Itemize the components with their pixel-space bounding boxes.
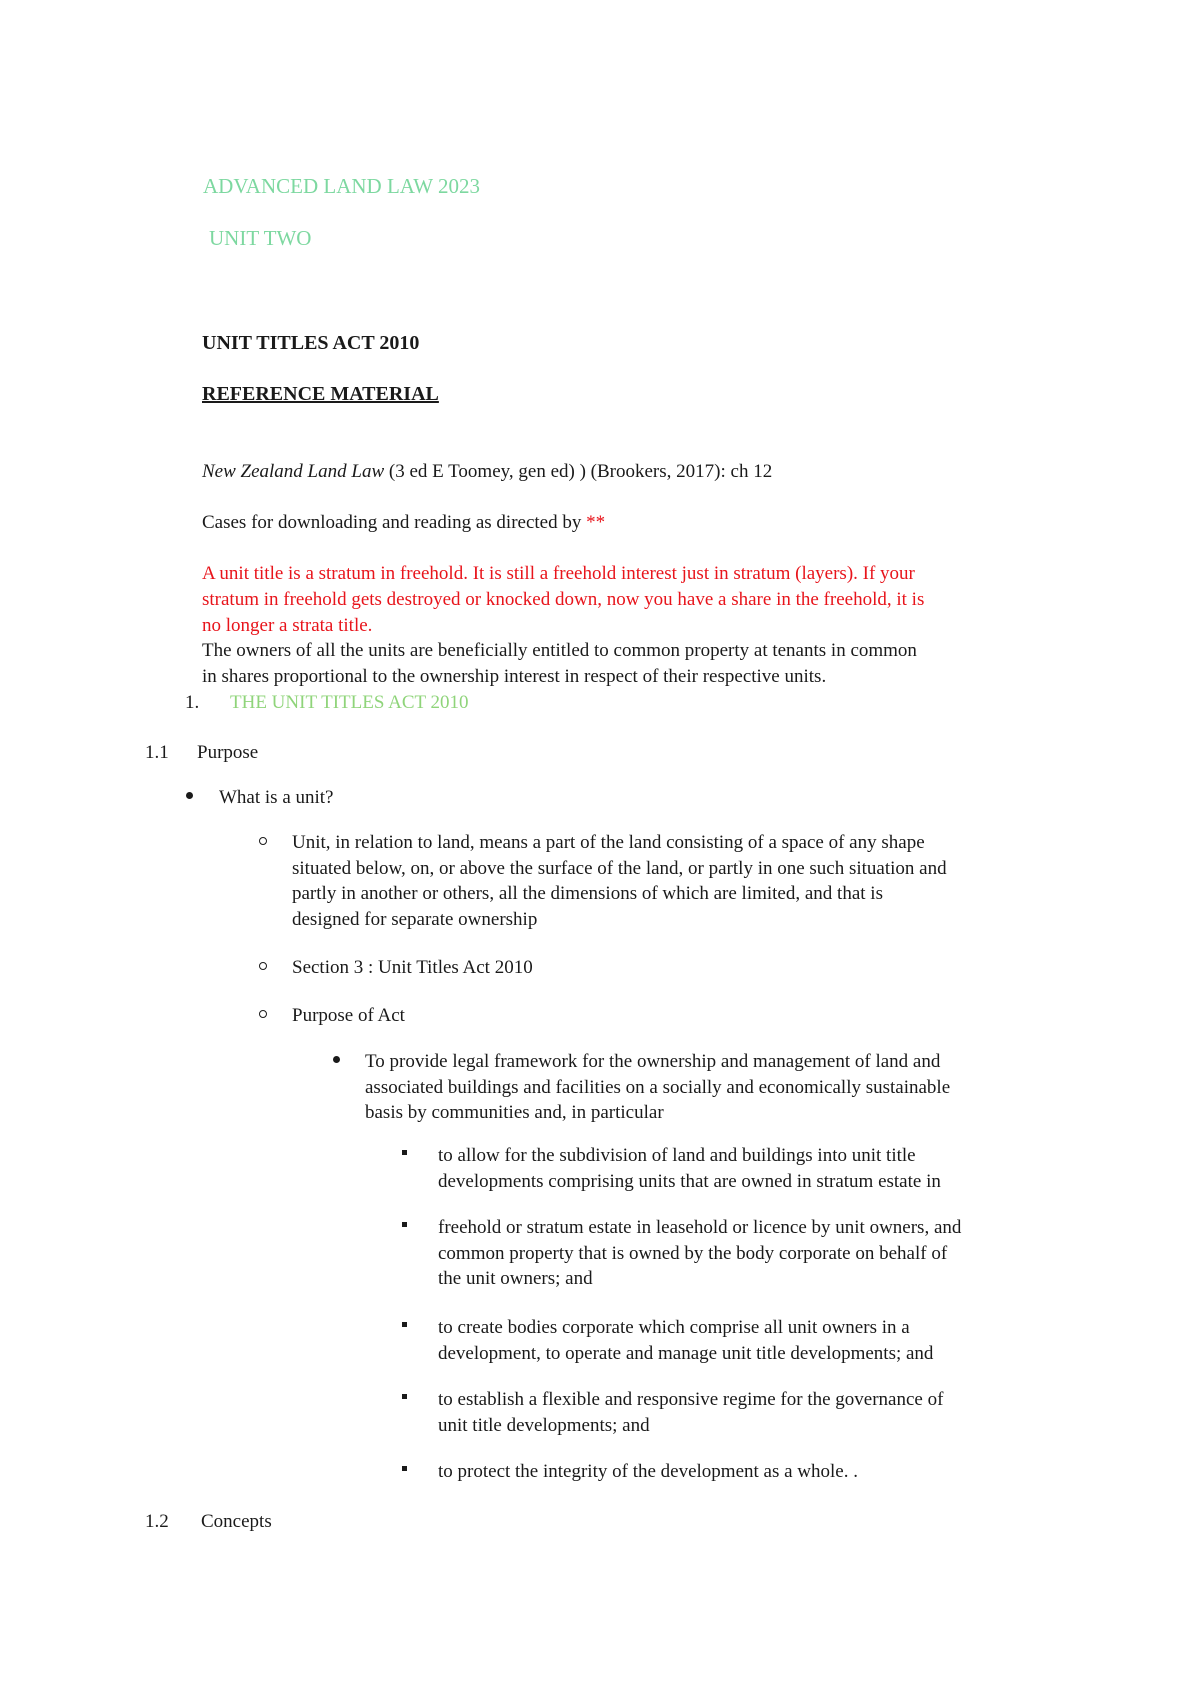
bullet-dot-icon [186, 792, 193, 799]
bullet-circle-icon [259, 962, 267, 970]
sub-1-1-number: 1.1 [145, 742, 169, 763]
bullet-square-icon [402, 1222, 407, 1227]
section-3-reference: Section 3 : Unit Titles Act 2010 [292, 957, 533, 978]
purpose-item-5-line-1: to protect the integrity of the development as a whole. . [438, 1461, 858, 1482]
reference-heading: REFERENCE MATERIAL [202, 383, 439, 405]
red-note-line-2: stratum in freehold gets destroyed or knocked down, now you have a share in the freehold, it is [202, 589, 925, 610]
cases-text: Cases for downloading and reading as directed by [202, 512, 587, 533]
course-title: ADVANCED LAND LAW 2023 [203, 174, 480, 198]
section-1-title: THE UNIT TITLES ACT 2010 [230, 692, 469, 713]
bullet-square-icon [402, 1466, 407, 1471]
reference-citation [202, 459, 772, 485]
purpose-item-1-line-2: developments comprising units that are owned in stratum estate in [438, 1171, 941, 1192]
unit-definition-line-4: designed for separate ownership [292, 909, 538, 930]
purpose-item-1-line-1: to allow for the subdivision of land and buildings into unit title [438, 1145, 916, 1166]
purpose-item-2-line-1: freehold or stratum estate in leasehold or licence by unit owners, and [438, 1217, 962, 1238]
bullet-square-icon [402, 1150, 407, 1155]
purpose-text-line-2: associated buildings and facilities on a socially and economically sustainable [365, 1077, 951, 1098]
bullet-circle-icon [259, 1010, 267, 1018]
cases-line [202, 510, 605, 536]
unit-definition-line-1: Unit, in relation to land, means a part of the land consisting of a space of any shape [292, 832, 925, 853]
bullet-square-icon [402, 1394, 407, 1399]
purpose-item-2-line-2: common property that is owned by the body corporate on behalf of [438, 1243, 948, 1264]
owners-note-line-2: in shares proportional to the ownership interest in respect of their respective units. [202, 666, 827, 687]
red-note-line-1: A unit title is a stratum in freehold. It is still a freehold interest just in stratum (layers). If your [202, 563, 915, 584]
section-1-number: 1. [185, 692, 200, 713]
purpose-item-3-line-1: to create bodies corporate which comprise all unit owners in a [438, 1317, 910, 1338]
purpose-item-3-line-2: development, to operate and manage unit title developments; and [438, 1343, 934, 1364]
unit-definition-line-2: situated below, on, or above the surface of the land, or partly in one such situation and [292, 858, 947, 879]
owners-note-line-1: The owners of all the units are beneficially entitled to common property at tenants in common [202, 640, 917, 661]
sub-1-1-title: Purpose [197, 742, 259, 763]
purpose-item-4-line-2: unit title developments; and [438, 1415, 650, 1436]
unit-definition-line-3: partly in another or others, all the dimensions of which are limited, and that is [292, 883, 883, 904]
red-note-line-3: no longer a strata title. [202, 615, 373, 636]
bullet-circle-icon [259, 837, 267, 845]
sub-1-2-number: 1.2 [145, 1511, 169, 1532]
section-heading: UNIT TITLES ACT 2010 [202, 332, 420, 354]
sub-1-2-title: Concepts [201, 1511, 272, 1532]
book-details: (3 ed E Toomey, gen ed) ) (Brookers, 2017): ch 12 [384, 461, 773, 482]
purpose-item-2-line-3: the unit owners; and [438, 1268, 593, 1289]
bullet-dot-icon [333, 1056, 340, 1063]
book-title: New Zealand Land Law [202, 461, 385, 482]
purpose-of-act: Purpose of Act [292, 1005, 405, 1026]
purpose-text-line-1: To provide legal framework for the ownership and management of land and [365, 1051, 941, 1072]
purpose-item-4-line-1: to establish a flexible and responsive regime for the governance of [438, 1389, 944, 1410]
what-is-unit: What is a unit? [219, 787, 334, 808]
purpose-text-line-3: basis by communities and, in particular [365, 1102, 664, 1123]
unit-label: UNIT TWO [209, 226, 312, 250]
bullet-square-icon [402, 1322, 407, 1327]
cases-marker: ** [586, 512, 606, 533]
